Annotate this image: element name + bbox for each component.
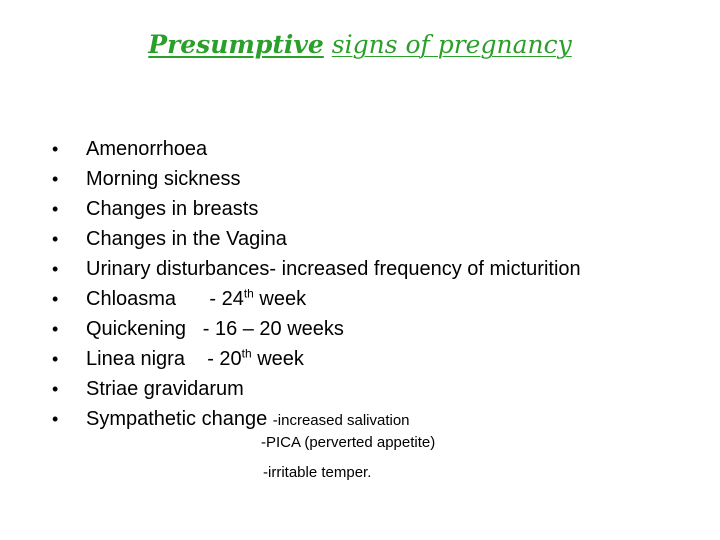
bullet-icon: • [52, 319, 59, 339]
bullet-icon: • [52, 259, 59, 279]
bullet-icon: • [52, 349, 59, 369]
bullet-icon: • [52, 289, 59, 309]
item-text: Changes in breasts [86, 198, 259, 220]
item-text: Morning sickness [86, 168, 241, 190]
item-text: Striae gravidarum [86, 378, 244, 400]
item-text: Amenorrhoea [86, 138, 208, 160]
list-item [52, 344, 581, 374]
item-superscript: th [241, 346, 252, 361]
bullet-icon: • [52, 229, 59, 249]
bullet-icon: • [52, 199, 59, 219]
item-text: Urinary disturbances- increased frequency of micturition [86, 258, 581, 280]
list-item [52, 374, 581, 404]
item-text: Quickening - 16 – 20 weeks [86, 318, 344, 340]
list-item [52, 254, 581, 284]
sub-note-pica: -PICA (perverted appetite) [261, 434, 436, 451]
item-text: Sympathetic change [86, 408, 273, 430]
list-item [52, 404, 581, 434]
slide-title [0, 30, 720, 59]
bullet-icon: • [52, 409, 59, 429]
item-text: Chloasma - 24 [86, 288, 244, 310]
bullet-icon: • [52, 169, 59, 189]
list-item [52, 284, 581, 314]
item-superscript: th [243, 286, 254, 301]
signs-list [52, 134, 581, 434]
list-item [52, 194, 581, 224]
list-item [52, 134, 581, 164]
title-emphasis: Presumptive [148, 30, 324, 59]
item-text-suffix: week [251, 348, 304, 370]
title-rest: signs of pregnancy [331, 30, 572, 59]
item-text-suffix: week [253, 288, 307, 310]
bullet-icon: • [52, 379, 59, 399]
item-text: Changes in the Vagina [86, 228, 287, 250]
item-text: Linea nigra - 20 [86, 348, 242, 370]
list-item [52, 224, 581, 254]
list-item [52, 164, 581, 194]
sub-note-temper: -irritable temper. [263, 464, 372, 481]
item-note: -increased salivation [272, 412, 410, 429]
bullet-icon: • [52, 139, 59, 159]
list-item [52, 314, 581, 344]
